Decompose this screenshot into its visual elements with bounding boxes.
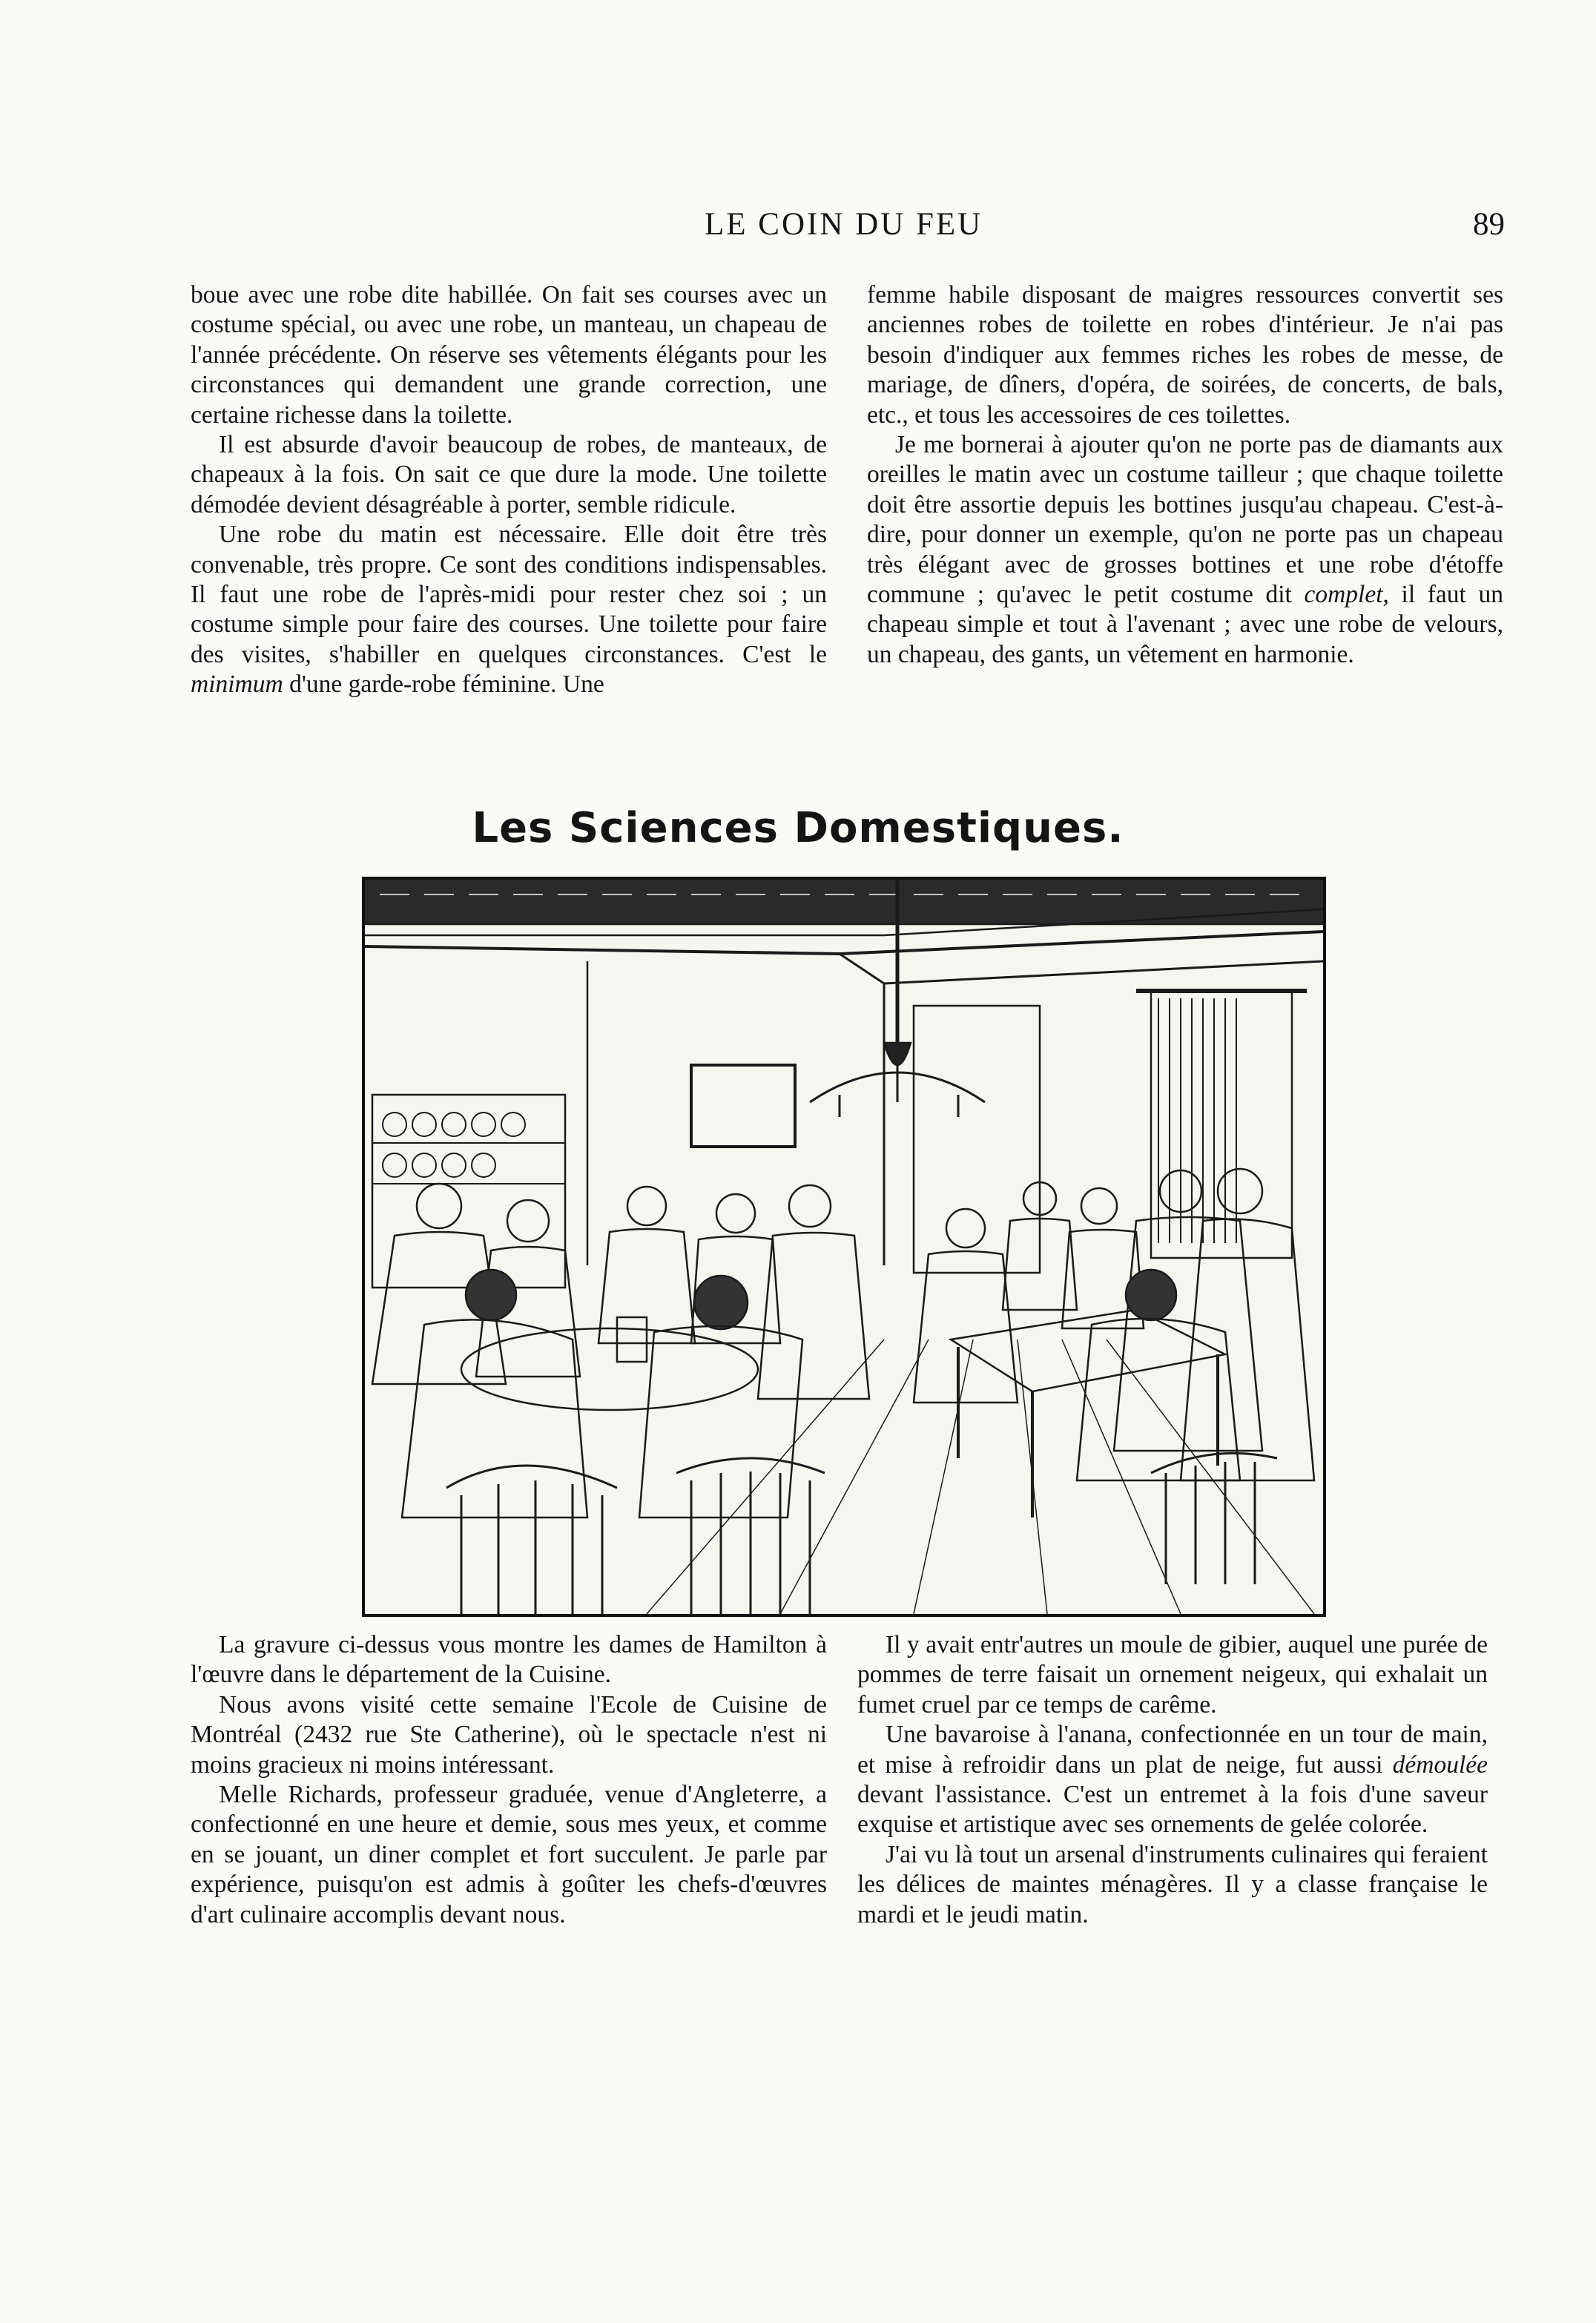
paragraph [857,1720,1488,1840]
section-title: Les Sciences Domestiques. [472,804,1124,852]
paragraph [191,520,827,699]
paragraph: La gravure ci-dessus vous montre les dames de Hamilton à l'œuvre dans le département de la Cuisine. [191,1631,827,1689]
paragraph: femme habile disposant de maigres ressources convertit ses anciennes robes de toilette en robes d'intérieur. Je n'ai pas besoin d'indiquer aux femmes riches les robes de messe, de mariage, de dîners, d'opéra, de soirées, de concerts, de bals, etc., et tous les accessoires de ces toilettes. [867,281,1503,429]
text-run: , il faut un chapeau simple et tout à l'avenant ; avec une robe de velours, un chapeau, des gants, un vêtement en harmonie. [867,581,1503,668]
italic-text: démoulée [1392,1750,1488,1779]
column-top-right [867,280,1503,670]
page-number: 89 [1473,207,1505,242]
paragraph [867,430,1503,670]
kitchen-class-engraving [362,877,1326,1617]
text-run: Une bavaroise à l'anana, confectionnée en un tour de main, et mise à refroidir dans un plat de neige, fut aussi [857,1721,1488,1779]
text-run: Une robe du matin est nécessaire. Elle doit être très convenable, très propre. Ce sont des conditions indispensables. Il faut une robe de l'après-midi pour rester chez soi ; un costume simple pour faire des courses. Une toilette pour faire des visites, s'habiller en quelques circonstances. C'est le [191,521,827,668]
paragraph: Melle Richards, professeur graduée, venue d'Angleterre, a confectionné en une heure et demie, sous mes yeux, et comme en se jouant, un diner complet et fort succulent. Je parle par expérience, puisqu'on est admis à goûter les chefs-d'œuvres d'art culinaire accomplis devant nous. [191,1781,827,1928]
paragraph: boue avec une robe dite habillée. On fait ses courses avec un costume spécial, ou avec une robe, un manteau, un chapeau de l'année précédente. On réserve ses vêtements élégants pour les circonstances qui demandent une grande correction, une certaine richesse dans la toilette. [191,281,827,429]
column-top-left [191,280,827,700]
paragraph: Il est absurde d'avoir beaucoup de robes, de manteaux, de chapeaux à la fois. On sait ce que dure la mode. Une toilette démodée devient désagréable à porter, semble ridicule. [191,431,827,518]
italic-text: complet [1304,581,1383,609]
paragraph: J'ai vu là tout un arsenal d'instruments culinaires qui feraient les délices de maintes ménagères. Il y a classe française le mardi et le jeudi matin. [857,1840,1488,1928]
column-bottom-right [857,1630,1488,1930]
paragraph: Il y avait entr'autres un moule de gibier, auquel une purée de pommes de terre faisait un ornement neigeux, qui exhalait un fumet cruel par ce temps de carême. [857,1631,1488,1719]
text-run: devant l'assistance. C'est un entremet à la fois d'une saveur exquise et artistique avec ses ornements de gelée colorée. [857,1781,1488,1839]
paragraph: Nous avons visité cette semaine l'Ecole de Cuisine de Montréal (2432 rue Ste Catherine), où le spectacle n'est ni moins gracieux ni moins intéressant. [191,1690,827,1779]
page-header [0,206,1596,251]
running-head: LE COIN DU FEU [705,207,983,242]
text-run: Je me bornerai à ajouter qu'on ne porte pas de diamants aux oreilles le matin avec un costume tailleur ; que chaque toilette doit être assortie depuis les bottines jusqu'au chapeau. C'est-à-dire, pour donner un exemple, qu'on ne porte pas un chapeau très élégant avec de grosses bottines et une robe d'étoffe commune ; qu'avec le petit costume dit [867,431,1503,609]
text-run: d'une garde-robe féminine. Une [283,670,604,699]
italic-text: minimum [191,670,283,699]
column-bottom-left [191,1630,827,1930]
